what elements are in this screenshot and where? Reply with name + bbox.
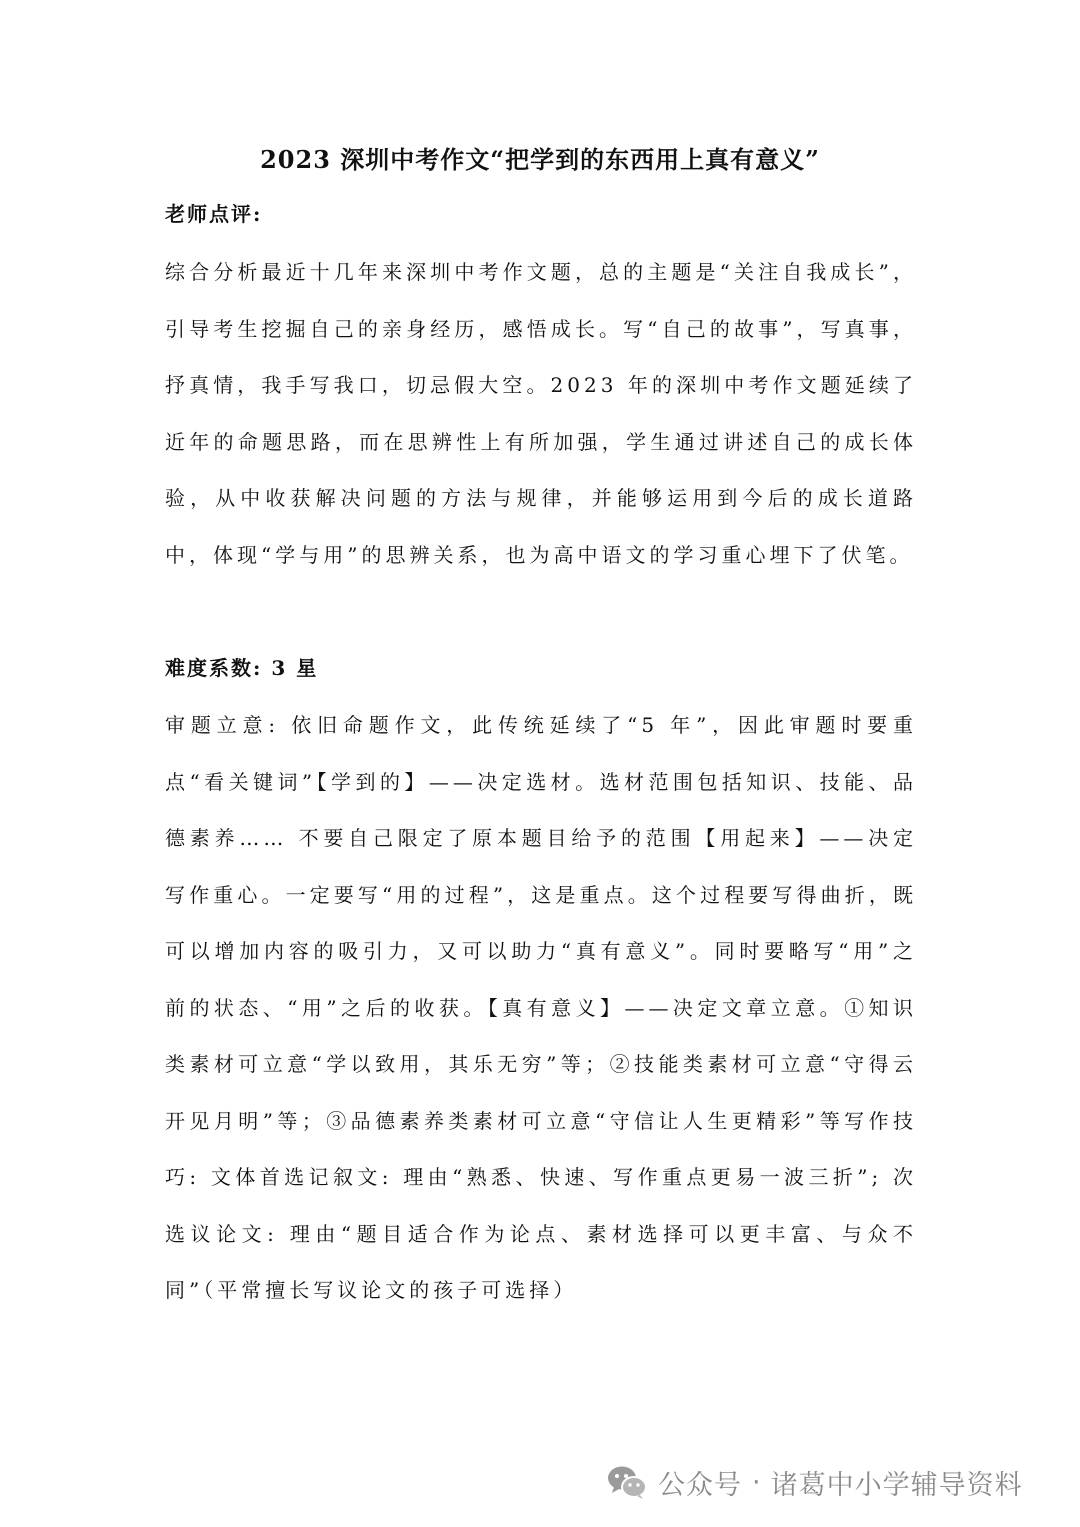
wechat-icon [606,1463,648,1501]
teacher-comment-paragraph: 综合分析最近十几年来深圳中考作文题，总的主题是“关注自我成长”，引导考生挖掘自己的亲身经历，感悟成长。写“自己的故事”，写真事，抒真情，我手写我口，切忌假大空。2023 年的深圳中考作文题延续了近年的命题思路，而在思辨性上有所加强，学生通过讲述自己的成长体验，从中收获解决问题的方法与规律，并能够运用到今后的成长道路中，体现“学与用”的思辨关系，也为高中语文的学习重心埋下了伏笔。 [165,260,917,567]
watermark-label: 公众号 [658,1469,742,1501]
watermark-separator: · [752,1466,761,1498]
topic-analysis-paragraph: 审题立意: 依旧命题作文，此传统延续了“5 年”，因此审题时要重点“看关键词”【学到的】——决定选材。选材范围包括知识、技能、品德素养…… 不要自己限定了原本题目给予的范围【用起来】——决定写作重心。一定要写“用的过程”，这是重点。这个过程要写得曲折，既可以增加内容的吸引力，又可以助力“真有意义”。同时要略写“用”之前的状态、“用”之后的收获。【真有意义】——决定文章立意。①知识类素材可立意“学以致用，其乐无穷”等；②技能类素材可立意“守得云开见月明”等；③品德素养类素材可立意“守信让人生更精彩”等写作技巧: 文体首选记叙文: 理由“熟悉、快速、写作重点更易一波三折”; 次选议论文: 理由“题目适合作为论点、素材选择可以更丰富、与众不同”（平常擅长写议论文的孩子可选择） [165,713,917,1302]
difficulty-heading: 难度系数: 3 星 [165,656,319,680]
document-title: 2023 深圳中考作文“把学到的东西用上真有意义” [260,145,820,174]
watermark [606,1460,1023,1504]
watermark-account-name: 诸葛中小学辅导资料 [770,1469,1023,1501]
teacher-comment-heading: 老师点评: [165,202,263,226]
